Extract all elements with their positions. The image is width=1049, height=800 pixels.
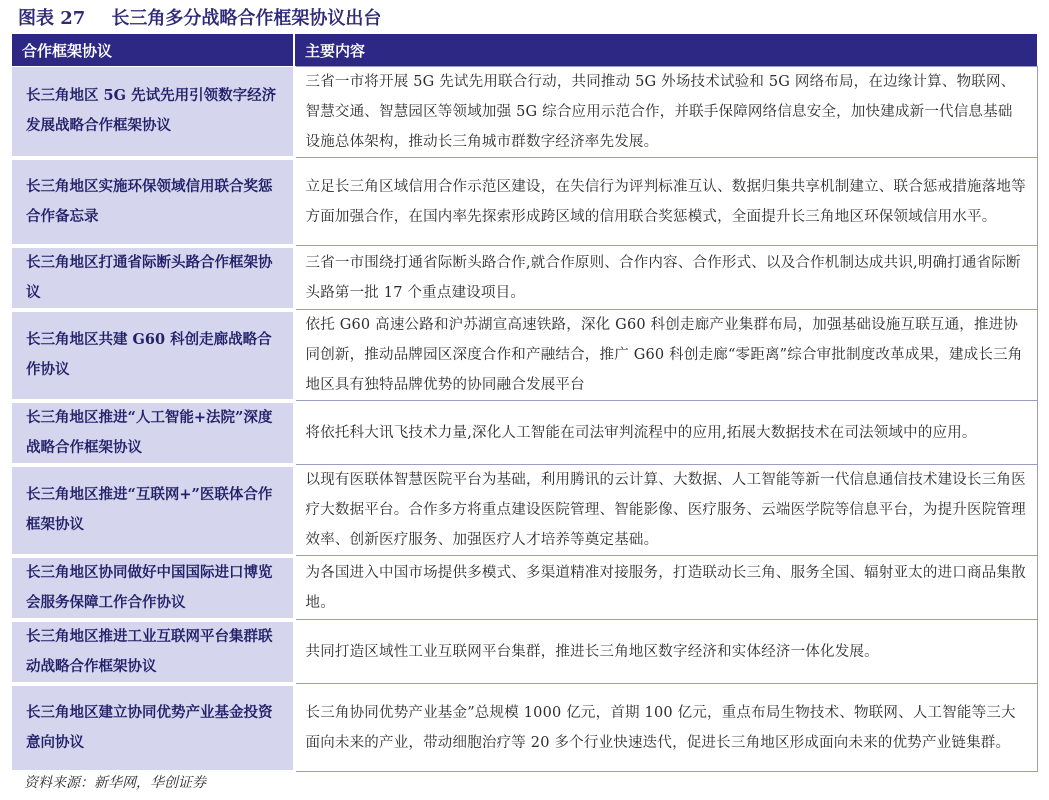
table-row: [12, 310, 1037, 401]
agreement-content: 以现有医联体智慧医院平台为基础，利用腾讯的云计算、大数据、人工智能等新一代信息通信技术建设长三角医疗大数据平台。合作多方将重点建设医院管理、智能影像、医疗服务、云端医学院等信息平台，为提升医院管理效率、创新医疗服务、加强医疗人才培养等奠定基础。: [294, 465, 1037, 556]
agreement-name: 长三角地区 5G 先试先用引领数字经济发展战略合作框架协议: [12, 67, 294, 158]
agreement-name: 长三角地区推进“互联网+”医联体合作框架协议: [12, 465, 294, 556]
agreement-name: 长三角地区实施环保领域信用联合奖惩合作备忘录: [12, 158, 294, 246]
agreement-content: 长三角协同优势产业基金”总规模 1000 亿元，首期 100 亿元，重点布局生物技术、物联网、人工智能等三大面向未来的产业，带动细胞治疗等 20 多个行业快速迭代，促进长三角地区形成面向未来的优势产业链集群。: [294, 684, 1037, 772]
agreement-name: 长三角地区推进工业互联网平台集群联动战略合作框架协议: [12, 620, 294, 684]
table-row: [12, 246, 1037, 310]
agreement-content: 依托 G60 高速公路和沪苏湖宣高速铁路，深化 G60 科创走廊产业集群布局，加强基础设施互联互通，推进协同创新，推动品牌园区深度合作和产融结合，推广 G60 科创走廊“零距离”综合审批制度改革成果，建成长三角地区具有独特品牌优势的协同融合发展平台: [294, 310, 1037, 401]
agreement-content: 为各国进入中国市场提供多模式、多渠道精准对接服务，打造联动长三角、服务全国、辐射亚太的进口商品集散地。: [294, 556, 1037, 620]
source-note: 资料来源：新华网，华创证券: [24, 775, 206, 791]
agreement-name: 长三角地区建立协同优势产业基金投资意向协议: [12, 684, 294, 772]
figure-title: [18, 6, 381, 32]
figure-title-text: 长三角多分战略合作框架协议出台: [111, 8, 382, 29]
table-row: [12, 556, 1037, 620]
table-row: [12, 465, 1037, 556]
figure-label: 图表 27: [18, 8, 86, 29]
agreements-table: [12, 34, 1038, 774]
agreement-name: 长三角地区协同做好中国国际进口博览会服务保障工作合作协议: [12, 556, 294, 620]
table-row: [12, 67, 1037, 158]
agreement-name: 长三角地区推进“人工智能+法院”深度战略合作框架协议: [12, 401, 294, 465]
column-header-agreement: 合作框架协议: [12, 34, 294, 67]
table-row: [12, 158, 1037, 246]
agreement-content: 立足长三角区域信用合作示范区建设，在失信行为评判标准互认、数据归集共享机制建立、联合惩戒措施落地等方面加强合作，在国内率先探索形成跨区域的信用联合奖惩模式，全面提升长三角地区环保领域信用水平。: [294, 158, 1037, 246]
table-row: [12, 684, 1037, 772]
agreement-name: 长三角地区共建 G60 科创走廊战略合作协议: [12, 310, 294, 401]
agreement-content: 三省一市将开展 5G 先试先用联合行动，共同推动 5G 外场技术试验和 5G 网络布局，在边缘计算、物联网、智慧交通、智慧园区等领域加强 5G 综合应用示范合作，并联手保障网络信息安全，加快建成新一代信息基础设施总体架构，推动长三角城市群数字经济率先发展。: [294, 67, 1037, 158]
agreement-name: 长三角地区打通省际断头路合作框架协议: [12, 246, 294, 310]
agreement-content: 三省一市围绕打通省际断头路合作,就合作原则、合作内容、合作形式、以及合作机制达成共识,明确打通省际断头路第一批 17 个重点建设项目。: [294, 246, 1037, 310]
agreements-table-wrapper: [12, 34, 1037, 774]
table-row: [12, 401, 1037, 465]
agreement-content: 共同打造区域性工业互联网平台集群，推进长三角地区数字经济和实体经济一体化发展。: [294, 620, 1037, 684]
agreement-content: 将依托科大讯飞技术力量,深化人工智能在司法审判流程中的应用,拓展大数据技术在司法领域中的应用。: [294, 401, 1037, 465]
column-header-content: 主要内容: [294, 34, 1037, 67]
table-row: [12, 620, 1037, 684]
table-header-row: [12, 34, 1037, 67]
